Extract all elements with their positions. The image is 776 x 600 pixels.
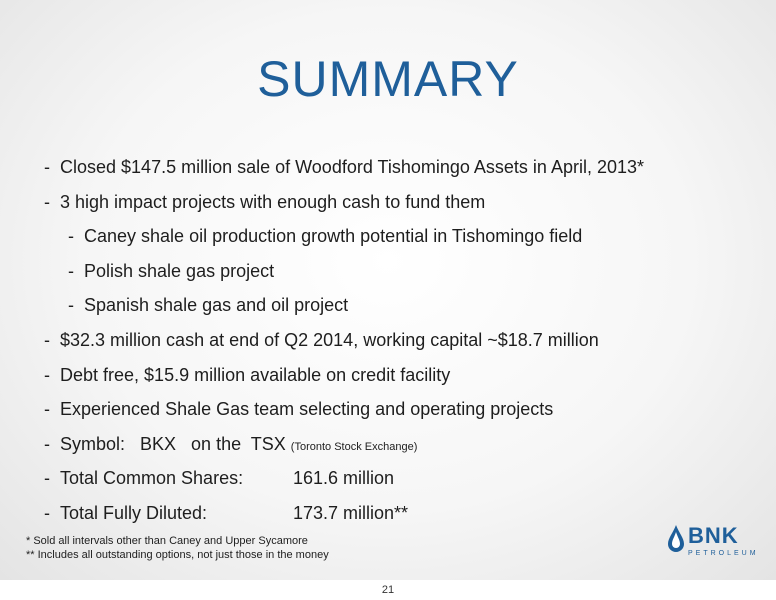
page-number: 21 bbox=[381, 584, 395, 596]
bullet-item-common-shares: - Total Common Shares: 161.6 million bbox=[44, 461, 756, 496]
bullet-item: - $32.3 million cash at end of Q2 2014, working capital ~$18.7 million bbox=[44, 329, 599, 350]
company-logo bbox=[666, 521, 766, 571]
fully-diluted-value: 173.7 million** bbox=[293, 502, 409, 523]
footnote: * Sold all intervals other than Caney and Upper Sycamore bbox=[26, 535, 308, 547]
sub-bullet-item: - Caney shale oil production growth potential in Tishomingo field bbox=[68, 226, 583, 247]
bullet-item-fully-diluted: - Total Fully Diluted: 173.7 million** bbox=[44, 496, 756, 531]
slide-title: SUMMARY bbox=[257, 51, 519, 107]
bullet-item-symbol: - Symbol: BKX on the TSX (Toronto Stock Exchange) bbox=[44, 433, 418, 454]
exchange-note: (Toronto Stock Exchange) bbox=[290, 440, 418, 453]
sub-bullet-item: - Spanish shale gas and oil project bbox=[68, 295, 349, 316]
logo-name: BNK bbox=[688, 523, 739, 548]
oil-drop-icon bbox=[666, 524, 686, 554]
bullet-list bbox=[44, 150, 756, 531]
common-shares-value: 161.6 million bbox=[293, 468, 395, 489]
bullet-item: - Closed $147.5 million sale of Woodford Tishomingo Assets in April, 2013* bbox=[44, 157, 644, 177]
bullet-item: - Experienced Shale Gas team selecting and operating projects bbox=[44, 399, 554, 420]
sub-bullet-item: - Polish shale gas project bbox=[68, 260, 275, 281]
logo-subtitle: PETROLEUM bbox=[688, 550, 759, 557]
footnote: ** Includes all outstanding options, not just those in the money bbox=[26, 549, 329, 561]
footnotes bbox=[26, 534, 329, 562]
bullet-item: - Debt free, $15.9 million available on credit facility bbox=[44, 364, 451, 385]
bullet-item: - 3 high impact projects with enough cash to fund them bbox=[44, 191, 486, 212]
